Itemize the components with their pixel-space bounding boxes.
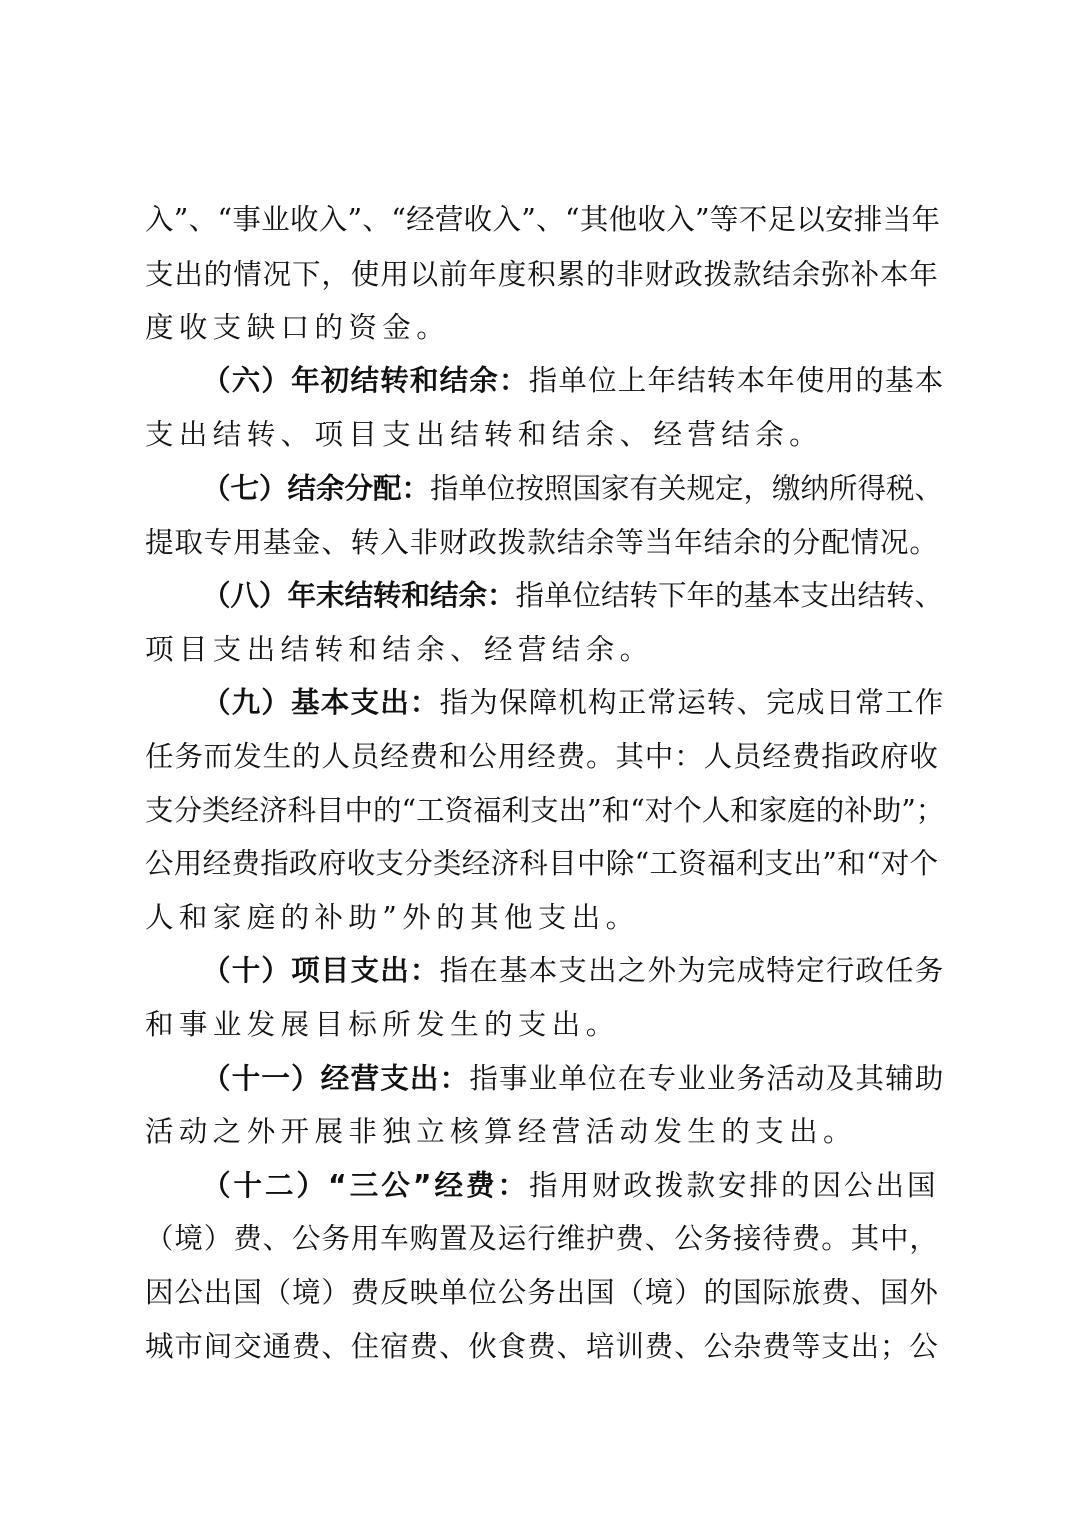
- text-line: 项目支出结转和结余、经营结余。: [145, 633, 654, 666]
- definition-text: 指用财政拨款安排的因公出国: [528, 1169, 939, 1202]
- text-line: 支出结转、项目支出结转和结余、经营结余。: [145, 418, 824, 451]
- term-label: （十二）“三公”经费：: [202, 1169, 529, 1202]
- paragraph-10: [202, 949, 945, 993]
- definition-text: 指单位结转下年的基本支出结转、: [515, 579, 944, 612]
- text-line: 支出的情况下，使用以前年度积累的非财政拨款结余弥补本年: [145, 258, 939, 291]
- term-label: （七）结余分配：: [202, 472, 431, 505]
- paragraph-8: [202, 574, 945, 618]
- definition-text: 指在基本支出之外为完成特定行政任务: [439, 954, 945, 987]
- text-line: 活动之外开展非独立核算经营活动发生的支出。: [145, 1115, 857, 1148]
- text-line: 人和家庭的补助”外的其他支出。: [145, 901, 640, 934]
- term-label: （六）年初结转和结余：: [202, 364, 529, 397]
- paragraph-11: [202, 1057, 945, 1101]
- text-line: 支分类经济科目中的“工资福利支出”和“对个人和家庭的补助”；: [145, 794, 945, 827]
- text-line: 公用经费指政府收支分类经济科目中除“工资福利支出”和“对个: [145, 847, 939, 880]
- text-line: 任务而发生的人员经费和公用经费。其中：人员经费指政府收: [145, 740, 939, 773]
- paragraph-6: [202, 359, 945, 403]
- term-label: （八）年末结转和结余：: [202, 579, 516, 612]
- term-label: （九）基本支出：: [202, 686, 440, 719]
- text-line: 因公出国（境）费反映单位公务出国（境）的国际旅费、国外: [145, 1276, 939, 1309]
- definition-text: 指事业单位在专业业务活动及其辅助: [469, 1062, 945, 1095]
- paragraph-9: [202, 681, 945, 725]
- text-line: 提取专用基金、转入非财政拨款结余等当年结余的分配情况。: [145, 526, 939, 559]
- text-line: 度收支缺口的资金。: [145, 311, 451, 344]
- paragraph-7: [202, 467, 945, 511]
- term-label: （十）项目支出：: [202, 954, 440, 987]
- text-line: 城市间交通费、住宿费、伙食费、培训费、公杂费等支出；公: [145, 1330, 939, 1363]
- text-line: 入”、“事业收入”、“经营收入”、“其他收入”等不足以安排当年: [145, 203, 941, 236]
- text-line: （境）费、公务用车购置及运行维护费、公务接待费。其中，: [145, 1222, 939, 1255]
- term-label: （十一）经营支出：: [202, 1062, 470, 1095]
- definition-text: 指单位上年结转本年使用的基本: [528, 364, 945, 397]
- definition-text: 指为保障机构正常运转、完成日常工作: [439, 686, 945, 719]
- paragraph-12: [202, 1164, 945, 1208]
- definition-text: 指单位按照国家有关规定，缴纳所得税、: [430, 472, 944, 505]
- text-line: 和事业发展目标所发生的支出。: [145, 1008, 620, 1041]
